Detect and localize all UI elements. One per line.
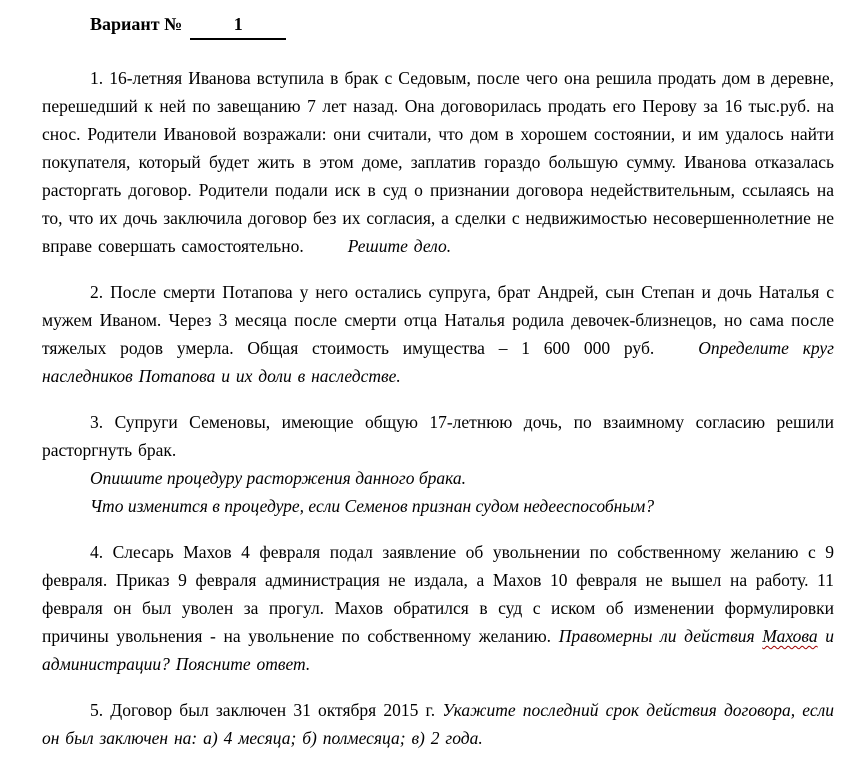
variant-number: 1 bbox=[190, 10, 286, 40]
task-5-paragraph bbox=[42, 696, 834, 752]
task-3-paragraph bbox=[42, 408, 834, 464]
task-3-text: 3. Супруги Семеновы, имеющие общую 17-летнюю дочь, по взаимному согласию решили расторгнуть брак. bbox=[42, 412, 834, 460]
task-5-text: 5. Договор был заключен 31 октября 2015 г. bbox=[90, 700, 436, 720]
task-5-question: Укажите последний срок действия договора, если он был заключен на: а) 4 месяца; б) полмесяца; в) 2 года. bbox=[42, 700, 834, 748]
task-4-question-post: и администрации? Поясните ответ. bbox=[42, 626, 834, 674]
task-3-block bbox=[42, 408, 834, 520]
variant-label: Вариант № bbox=[90, 14, 183, 34]
task-3-question-1: Опишите процедуру расторжения данного брака. bbox=[90, 468, 467, 488]
task-4-text: 4. Слесарь Махов 4 февраля подал заявление об увольнении по собственному желанию с 9 февраля. Приказ 9 февраля администрация не издала, а Махов 10 февраля не вышел на работу. 11 февраля он был уволен за прогул. Махов обратился в суд с иском об изменении формулировки причины увольнения - на увольнение по собственному желанию. bbox=[42, 542, 834, 646]
task-2-paragraph bbox=[42, 278, 834, 390]
task-2-question: Определите круг наследников Потапова и их доли в наследстве. bbox=[42, 338, 834, 386]
task-2-text: 2. После смерти Потапова у него остались супруга, брат Андрей, сын Степан и дочь Наталья с мужем Иваном. Через 3 месяца после смерти отца Наталья родила девочек-близнецов, но сама после тяжелых родов умерла. Общая стоимость имущества – 1 600 000 руб. bbox=[42, 282, 834, 358]
task-3-question-2: Что изменится в процедуре, если Семенов признан судом недееспособным? bbox=[90, 496, 655, 516]
task-1-text: 1. 16-летняя Иванова вступила в брак с Седовым, после чего она решила продать дом в деревне, перешедший к ней по завещанию 7 лет назад. Она договорилась продать его Перову за 16 тыс.руб. на снос. Родители Ивановой возражали: они считали, что дом в хорошем состоянии, и им удалось найти покупателя, который будет жить в этом доме, заплатив гораздо большую сумму. Иванова отказалась расторгать договор. Родители подали иск в суд о признании договора недействительным, ссылаясь на то, что их дочь заключила договор без их согласия, а сделки с недвижимостью несовершеннолетние не вправе совершать самостоятельно. bbox=[42, 68, 834, 256]
variant-title bbox=[90, 10, 834, 40]
task-4-question-pre: Правомерны ли действия bbox=[558, 626, 755, 646]
task-4-paragraph bbox=[42, 538, 834, 678]
task-4-spellcheck-word: Махова bbox=[762, 626, 818, 646]
task-1-question: Решите дело. bbox=[347, 236, 452, 256]
task-1-paragraph bbox=[42, 64, 834, 260]
